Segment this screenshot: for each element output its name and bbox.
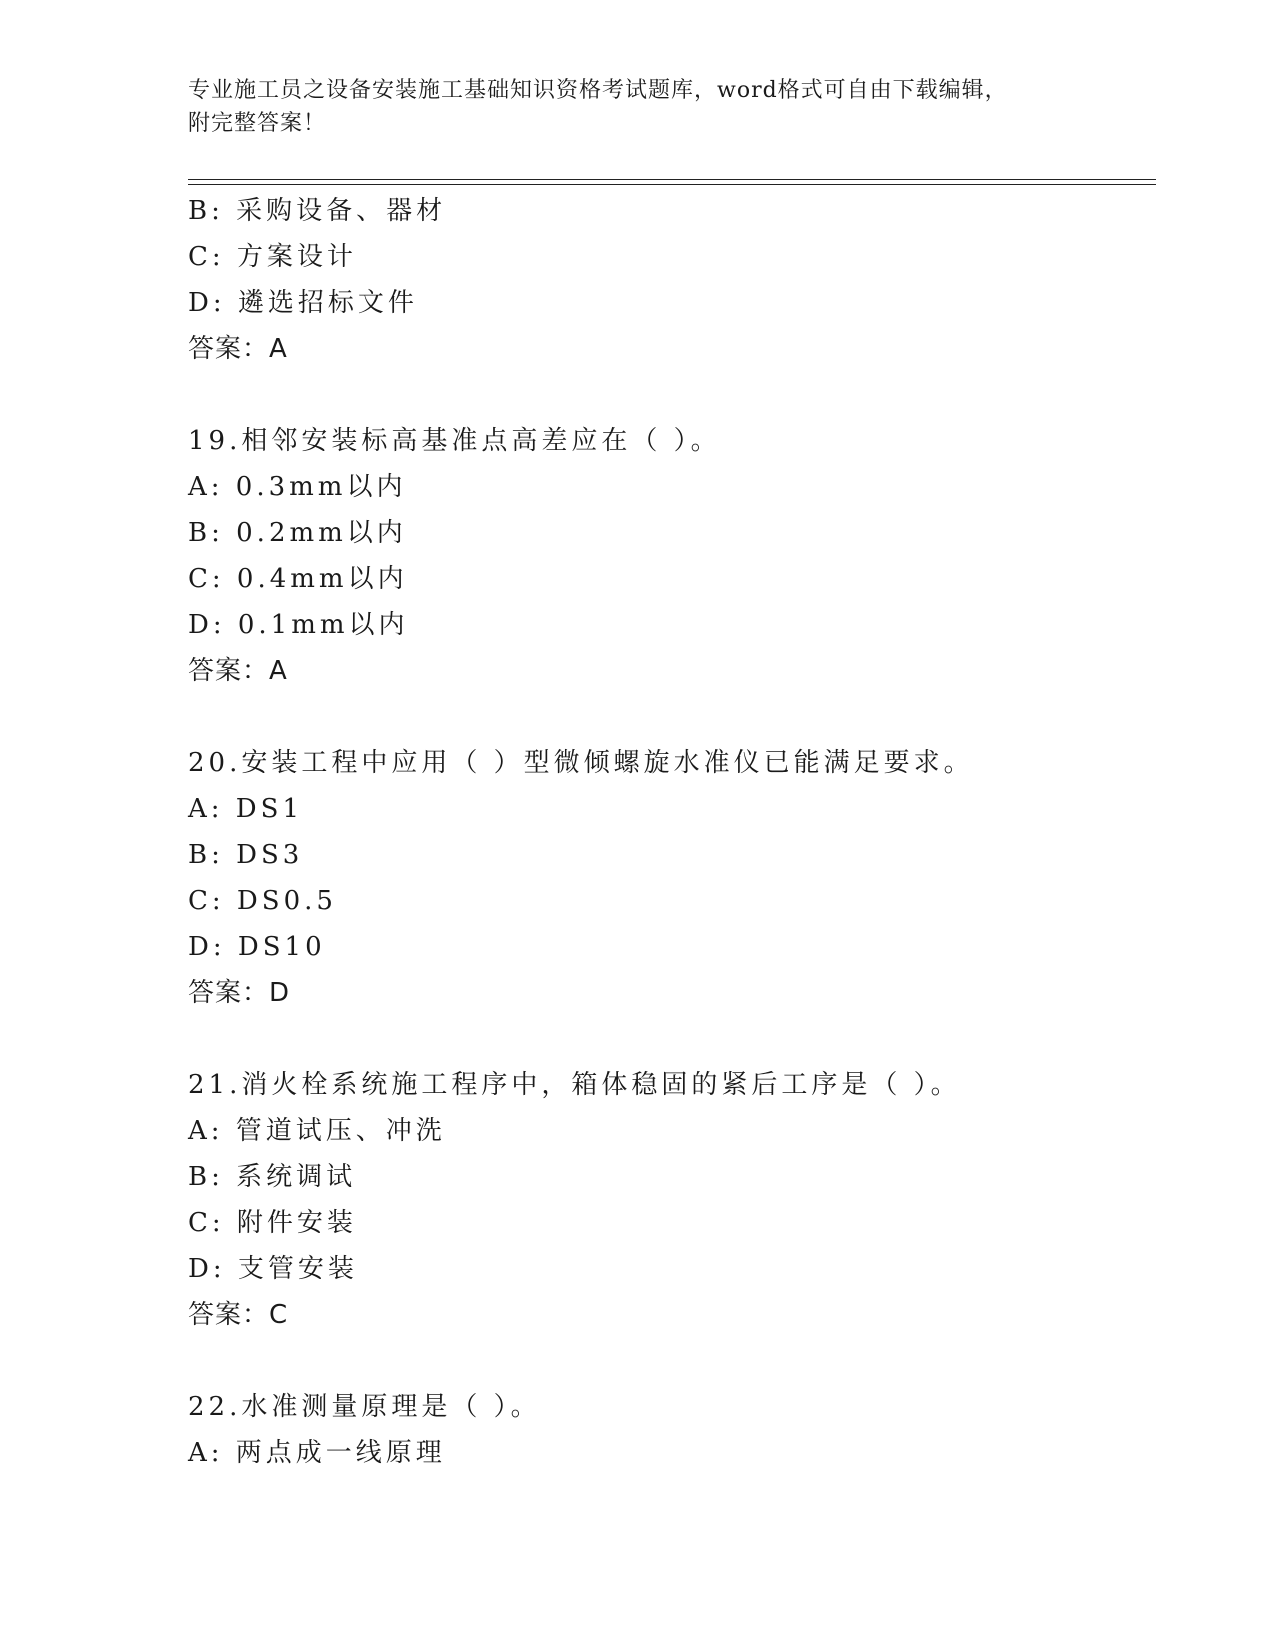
option-line: A: DS1 (188, 794, 303, 824)
question-text: 21.消火栓系统施工程序中，箱体稳固的紧后工序是（ ）。 (188, 1070, 961, 1100)
question-block-21 (188, 1062, 1156, 1338)
option-line: B: 0.2mm以内 (188, 518, 407, 548)
document-body (188, 188, 1156, 1476)
answer-line: 答案：C (188, 1300, 289, 1330)
block-gap (188, 372, 1156, 418)
option-line: D: 遴选招标文件 (188, 288, 418, 318)
answer-line: 答案：D (188, 978, 291, 1008)
question-block-22 (188, 1384, 1156, 1476)
option-line: D: 支管安装 (188, 1254, 358, 1284)
answer-line: 答案：A (188, 656, 288, 686)
option-line: D: DS10 (188, 932, 326, 962)
answer-line: 答案：A (188, 334, 288, 364)
question-text: 20.安装工程中应用（ ）型微倾螺旋水准仪已能满足要求。 (188, 748, 974, 778)
option-line: B: 系统调试 (188, 1162, 357, 1192)
option-line: A: 两点成一线原理 (188, 1438, 446, 1468)
page-header (188, 74, 1088, 140)
question-text: 22.水准测量原理是（ ）。 (188, 1392, 541, 1422)
question-block-19 (188, 418, 1156, 694)
block-gap (188, 1338, 1156, 1384)
question-text: 19.相邻安装标高基准点高差应在（ ）。 (188, 426, 721, 456)
option-line: C: 方案设计 (188, 242, 357, 272)
header-rule-top (188, 179, 1156, 180)
header-line-2: 附完整答案！ (188, 111, 327, 136)
question-block-18 (188, 188, 1156, 372)
block-gap (188, 694, 1156, 740)
option-line: B: DS3 (188, 840, 304, 870)
header-rule-bottom (188, 184, 1156, 185)
option-line: C: DS0.5 (188, 886, 337, 916)
option-line: D: 0.1mm以内 (188, 610, 409, 640)
option-line: A: 管道试压、冲洗 (188, 1116, 446, 1146)
option-line: B: 采购设备、器材 (188, 196, 447, 226)
option-line: C: 附件安装 (188, 1208, 357, 1238)
option-line: C: 0.4mm以内 (188, 564, 408, 594)
question-block-20 (188, 740, 1156, 1016)
block-gap (188, 1016, 1156, 1062)
header-line-1: 专业施工员之设备安装施工基础知识资格考试题库，word格式可自由下载编辑， (188, 78, 1008, 103)
option-line: A: 0.3mm以内 (188, 472, 407, 502)
